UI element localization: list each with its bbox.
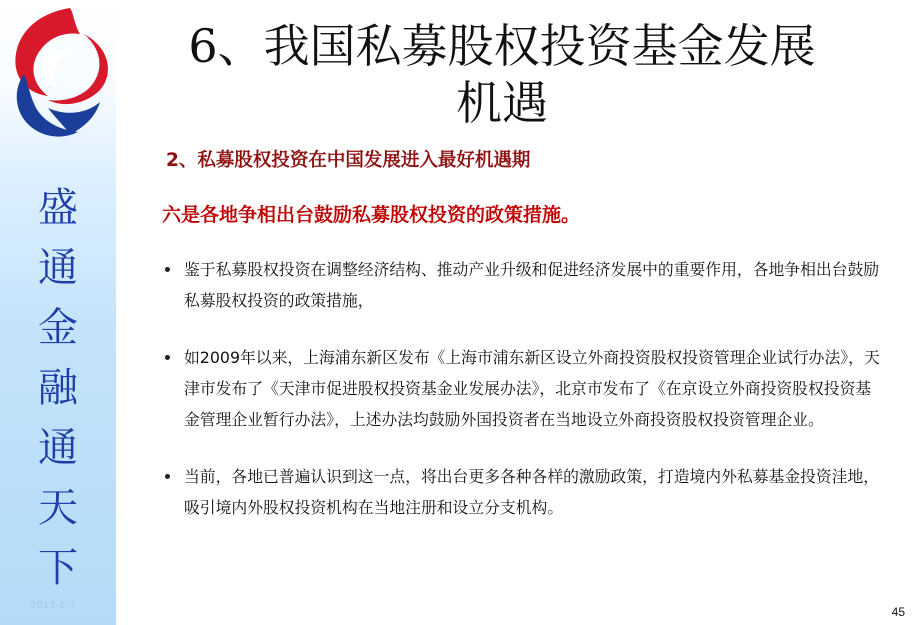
bullet-text: 如2009年以来，上海浦东新区发布《上海市浦东新区设立外商投资股权投资管理企业试行办法》，天津市发布了《天津市促进股权投资基金业发展办法》，北京市发布了《在京设立外商投资股权投资基金管理企业暂行办法》，上述办法均鼓励外国投资者在当地设立外商投资股权投资管理企业。 <box>184 348 880 429</box>
bullet-item <box>160 461 880 523</box>
slogan-char: 盛 <box>38 185 78 231</box>
bullet-item <box>160 254 880 316</box>
bullet-item <box>160 342 880 435</box>
slide-date: 2013-1-7 <box>30 600 76 611</box>
bullet-dot-icon <box>165 355 170 360</box>
slogan-char: 下 <box>38 545 78 591</box>
slogan-char: 融 <box>38 365 78 411</box>
lead-statement: 六是各地争相出台鼓励私募股权投资的政策措施。 <box>162 204 581 226</box>
bullet-dot-icon <box>165 474 170 479</box>
title-line-1: 6、我国私募股权投资基金发展 <box>188 19 816 73</box>
bullet-text: 鉴于私募股权投资在调整经济结构、推动产业升级和促进经济发展中的重要作用，各地争相出台鼓励私募股权投资的政策措施， <box>184 260 880 310</box>
title-line-2: 机遇 <box>456 76 548 130</box>
slide-title <box>122 18 882 132</box>
bullet-dot-icon <box>165 267 170 272</box>
slogan-vertical <box>32 185 84 608</box>
sidebar <box>0 0 116 625</box>
slogan-char: 通 <box>38 245 78 291</box>
slide-subtitle: 2、私募股权投资在中国发展进入最好机遇期 <box>166 150 531 171</box>
slogan-char: 天 <box>38 485 78 531</box>
slogan-char: 金 <box>38 305 78 351</box>
page-number: 45 <box>891 605 905 619</box>
swirl-s-logo-icon <box>4 4 112 142</box>
bullet-text: 当前，各地已普遍认识到这一点，将出台更多各种各样的激励政策，打造境内外私募基金投资洼地，吸引境内外股权投资机构在当地注册和设立分支机构。 <box>184 467 880 517</box>
slogan-char: 通 <box>38 425 78 471</box>
bullet-list <box>160 254 880 549</box>
